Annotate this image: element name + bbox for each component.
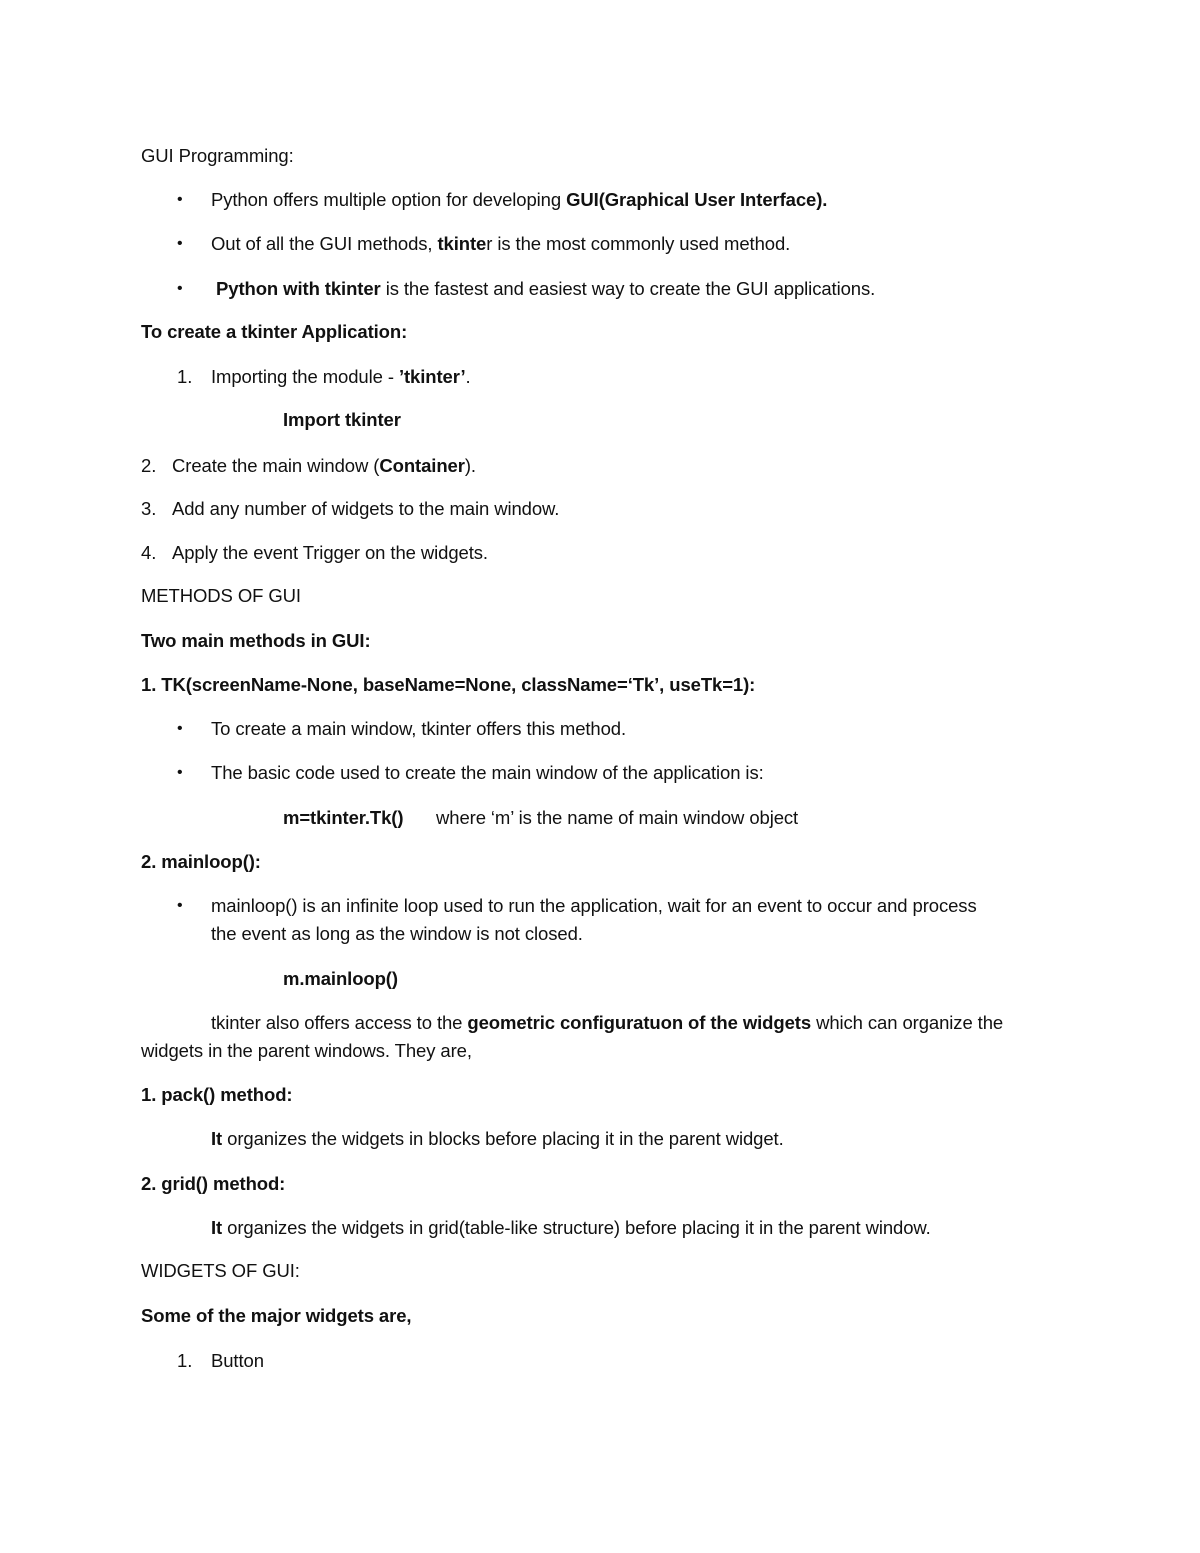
widgets-heading: WIDGETS OF GUI: — [141, 1260, 300, 1281]
mainloop-bullet-line-1: mainloop() is an infinite loop used to run the application, wait for an event to occur and process — [211, 895, 977, 916]
tk-code-note: where ‘m’ is the name of main window object — [436, 807, 799, 828]
step-1-text: Importing the module - ’tkinter’. — [211, 366, 471, 387]
step-4-text: Apply the event Trigger on the widgets. — [172, 542, 488, 563]
geometry-paragraph-line-1: tkinter also offers access to the geometric configuratuon of the widgets which can organize the — [211, 1012, 1004, 1033]
import-code: Import tkinter — [283, 409, 401, 430]
bullet-icon: • — [177, 764, 183, 781]
tk-bullet-1: To create a main window, tkinter offers this method. — [211, 718, 627, 739]
mainloop-heading: 2. mainloop(): — [141, 851, 261, 872]
step-3-text: Add any number of widgets to the main window. — [172, 498, 560, 519]
tk-bullet-2: The basic code used to create the main window of the application is: — [211, 762, 764, 783]
widget-list-number: 1. — [177, 1350, 193, 1371]
intro-bullet-2: Out of all the GUI methods, tkinter is the most commonly used method. — [211, 233, 791, 254]
step-3-number: 3. — [141, 498, 157, 519]
intro-bullet-3: Python with tkinter is the fastest and easiest way to create the GUI applications. — [216, 278, 876, 299]
create-heading: To create a tkinter Application: — [141, 321, 408, 342]
grid-description: It organizes the widgets in grid(table-like structure) before placing it in the parent window. — [211, 1217, 931, 1238]
major-widgets-heading: Some of the major widgets are, — [141, 1305, 412, 1326]
methods-heading: METHODS OF GUI — [141, 585, 301, 606]
geometry-paragraph-line-2: widgets in the parent windows. They are, — [141, 1040, 472, 1061]
bullet-icon: • — [177, 191, 183, 208]
pack-heading: 1. pack() method: — [141, 1084, 293, 1105]
bullet-icon: • — [177, 235, 183, 252]
step-2-number: 2. — [141, 455, 157, 476]
step-1-number: 1. — [177, 366, 193, 387]
doc-title: GUI Programming: — [141, 145, 294, 166]
step-4-number: 4. — [141, 542, 157, 563]
mainloop-bullet-line-2: the event as long as the window is not closed. — [211, 923, 583, 944]
bullet-icon: • — [177, 720, 183, 737]
intro-bullet-1: Python offers multiple option for developing GUI(Graphical User Interface). — [211, 189, 828, 210]
tk-method-heading: 1. TK(screenName-None, baseName=None, className=‘Tk’, useTk=1): — [141, 674, 756, 695]
widget-list-item: Button — [211, 1350, 264, 1371]
pack-description: It organizes the widgets in blocks before placing it in the parent widget. — [211, 1128, 784, 1149]
grid-heading: 2. grid() method: — [141, 1173, 286, 1194]
bullet-icon: • — [177, 280, 183, 297]
tk-code: m=tkinter.Tk() — [283, 807, 404, 828]
mainloop-code: m.mainloop() — [283, 968, 398, 989]
two-methods-heading: Two main methods in GUI: — [141, 630, 371, 651]
step-2-text: Create the main window (Container). — [172, 455, 476, 476]
bullet-icon: • — [177, 897, 183, 914]
